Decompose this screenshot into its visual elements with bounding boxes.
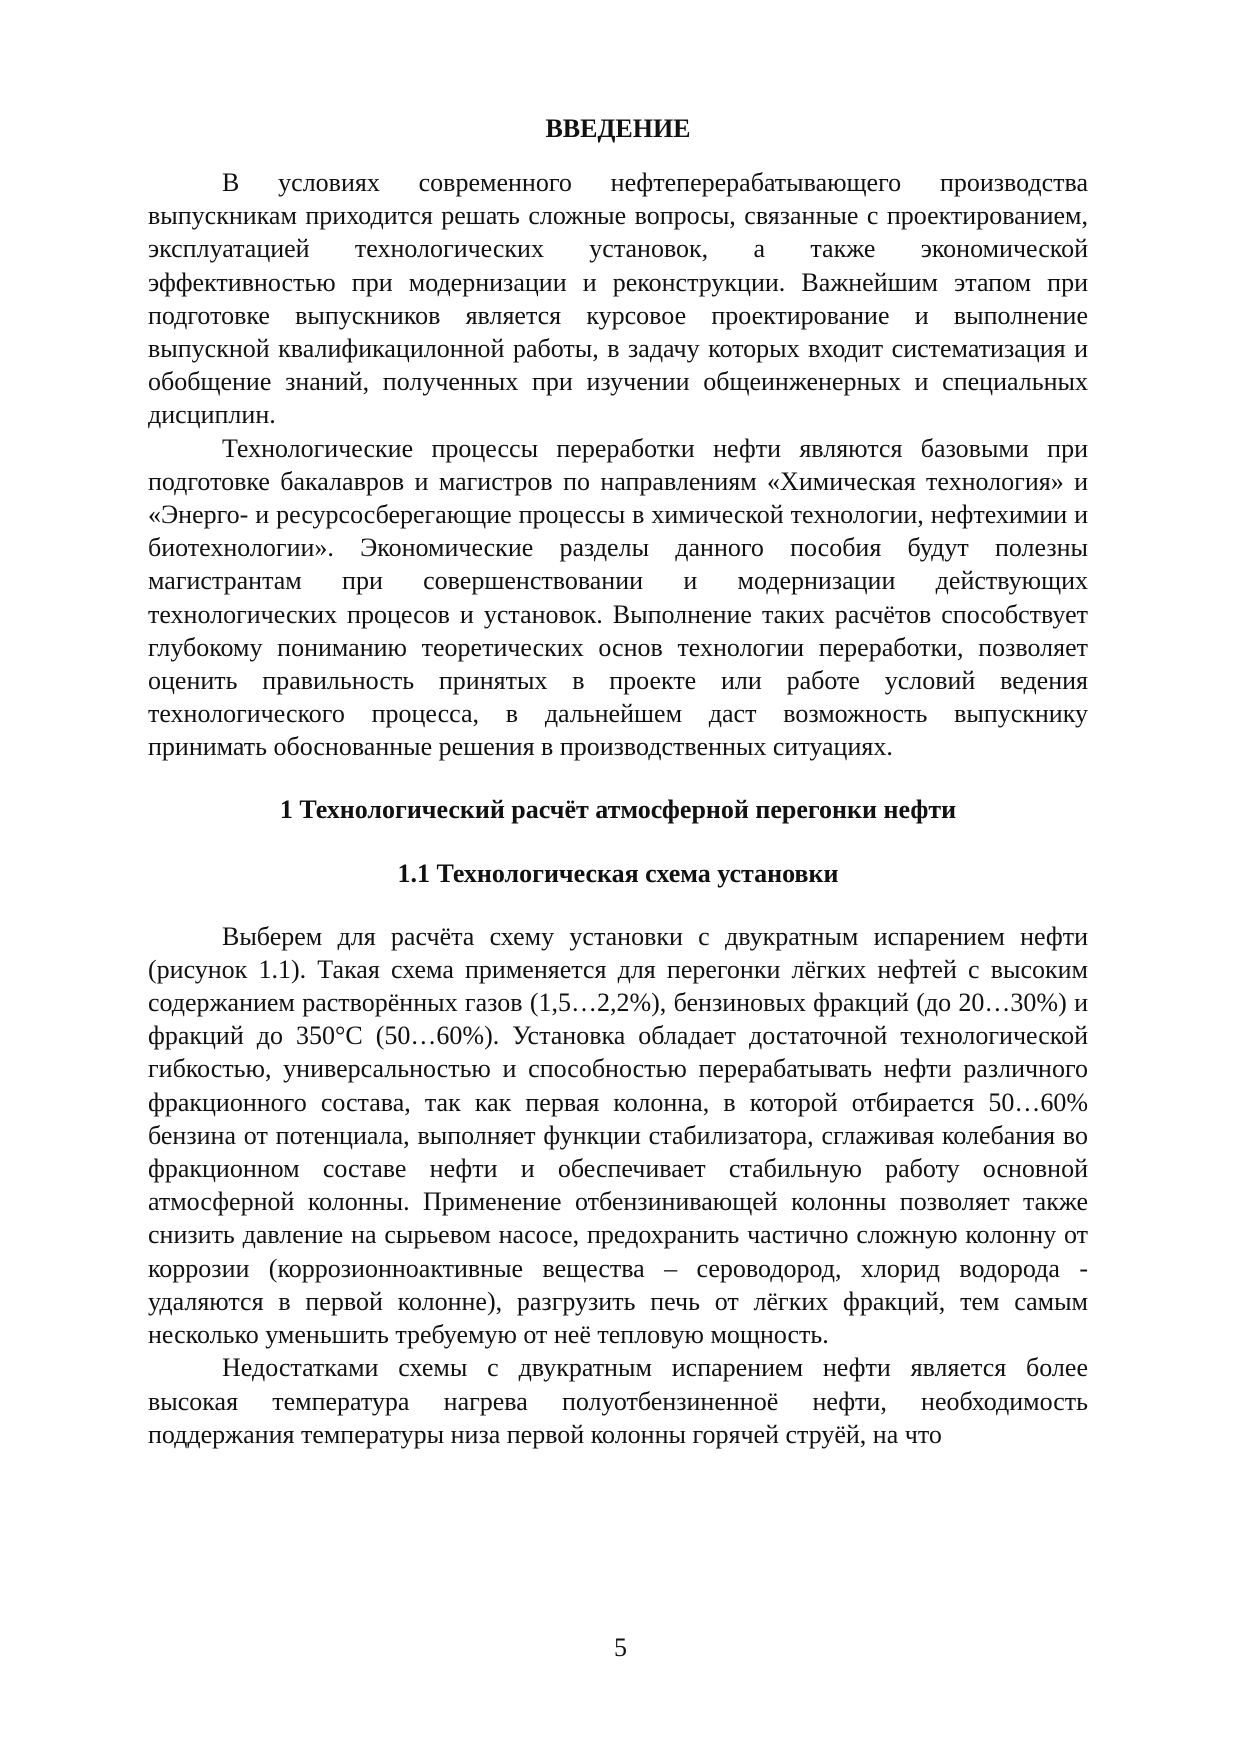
subsection-paragraph-1: Выберем для расчёта схему установки с двукратным испарением нефти (рисунок 1.1). Такая схема применяется для перегонки лёгких нефтей с высоким содержанием растворённых газов (1,5…2,2%), бензиновых фракций (до 20…30%) и фракций до 350°С (50…60%). Установка обладает достаточной технологической гибкостью, универсальностью и способностью перерабатывать нефти различного фракционного состава, так как первая колонна, в которой отбирается 50…60% бензина от потенциала, выполняет функции стабилизатора, сглаживая колебания во фракционном составе нефти и обеспечивает стабильную работу основной атмосферной колонны. Применение отбензинивающей колонны позволяет также снизить давление на сырьевом насосе, предохранить частично сложную колонну от коррозии (коррозионноактивные вещества – сероводород, хлорид водорода - удаляются в первой колонне), разгрузить печь от лёгких фракций, тем самым несколько уменьшить требуемую от неё тепловую мощность. bbox=[148, 921, 1088, 1350]
section-heading: 1 Технологический расчёт атмосферной перегонки нефти bbox=[279, 794, 957, 824]
page-number: 5 bbox=[614, 1633, 627, 1662]
page-content bbox=[148, 112, 1088, 1451]
subsection-paragraph-2: Недостатками схемы с двукратным испарением нефти является более высокая температура нагрева полуотбензиненноё нефти, необходимость поддержания температуры низа первой колонны горячей струёй, на что bbox=[148, 1353, 1088, 1449]
intro-paragraph-1: В условиях современного нефтеперерабатывающего производства выпускникам приходится решать сложные вопросы, связанные с проектированием, эксплуатацией технологических установок, а также экономической эффективностью при модернизации и реконструкции. Важнейшим этапом при подготовке выпускников является курсовое проектирование и выполнение выпускной квалификацилонной работы, в задачу которых входит систематизация и обобщение знаний, полученных при изучении общеинженерных и специальных дисциплин. bbox=[148, 168, 1088, 430]
intro-paragraph-2: Технологические процессы переработки нефти являются базовыми при подготовке бакалавров и магистров по направлениям «Химическая технология» и «Энерго- и ресурсосберегающие процессы в химической технологии, нефтехимии и биотехнологии». Экономические разделы данного пособия будут полезны магистрантам при совершенствовании и модернизации действующих технологических процесов и установок. Выполнение таких расчётов способствует глубокому пониманию теоретических основ технологии переработки, позволяет оценить правильность принятых в проекте или работе условий ведения технологического процесса, в дальнейшем даст возможность выпускнику принимать обоснованные решения в производственных ситуациях. bbox=[148, 433, 1088, 762]
intro-heading: ВВЕДЕНИЕ bbox=[545, 114, 691, 143]
subsection-heading: 1.1 Технологическая схема установки bbox=[397, 858, 839, 888]
